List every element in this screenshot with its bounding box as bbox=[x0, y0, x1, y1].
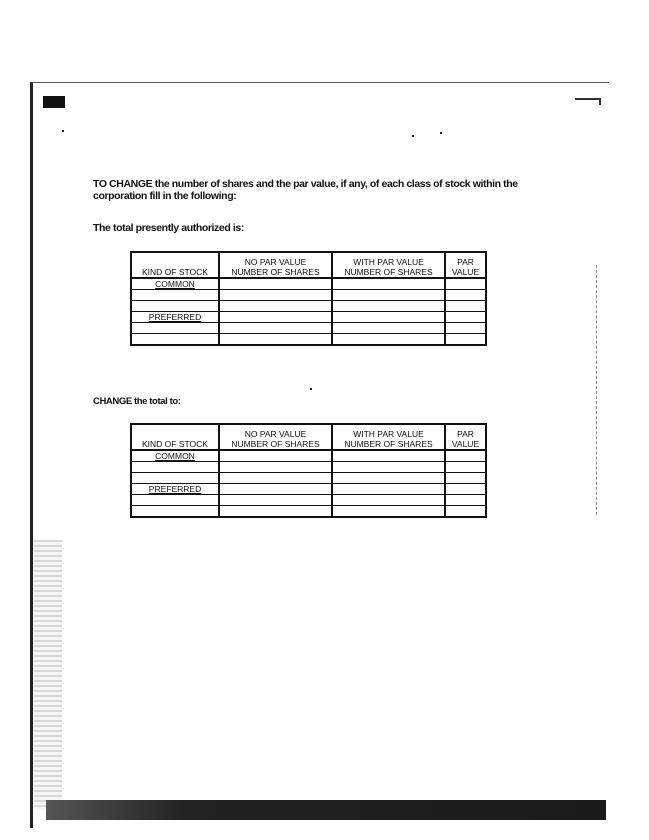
scan-corner-mark bbox=[43, 96, 65, 108]
blank-par-field[interactable] bbox=[445, 506, 486, 518]
header-par-value bbox=[445, 424, 486, 450]
table-row bbox=[131, 450, 486, 462]
header-par-line1: PAR bbox=[457, 429, 474, 439]
preferred-par-value-field[interactable] bbox=[445, 312, 486, 323]
header-no-par-value bbox=[219, 424, 332, 450]
table-row bbox=[131, 334, 486, 346]
header-no-par-line2: NUMBER OF SHARES bbox=[231, 267, 320, 277]
blank-no-par-field[interactable] bbox=[219, 301, 332, 312]
preferred-no-par-shares-field[interactable] bbox=[219, 312, 332, 323]
blank-with-par-field[interactable] bbox=[332, 473, 445, 484]
table-row bbox=[131, 506, 486, 518]
header-with-par-value bbox=[332, 252, 445, 278]
scan-corner-mark-right bbox=[575, 98, 601, 105]
blank-cell bbox=[131, 473, 219, 484]
blank-cell bbox=[131, 301, 219, 312]
header-with-par-value bbox=[332, 424, 445, 450]
blank-par-field[interactable] bbox=[445, 323, 486, 334]
scan-speck bbox=[62, 130, 64, 132]
authorized-stock-table bbox=[130, 251, 487, 346]
preferred-par-value-field[interactable] bbox=[445, 484, 486, 495]
common-with-par-shares-field[interactable] bbox=[332, 278, 445, 290]
header-no-par-line1: NO PAR VALUE bbox=[244, 429, 307, 439]
header-kind-label: KIND OF STOCK bbox=[142, 439, 208, 449]
header-no-par-line1: NO PAR VALUE bbox=[244, 257, 307, 267]
blank-cell bbox=[131, 334, 219, 346]
table-row bbox=[131, 278, 486, 290]
table-row bbox=[131, 323, 486, 334]
blank-par-field[interactable] bbox=[445, 290, 486, 301]
table-row bbox=[131, 495, 486, 506]
blank-with-par-field[interactable] bbox=[332, 495, 445, 506]
blank-cell bbox=[131, 323, 219, 334]
row-label-common: COMMON bbox=[131, 278, 219, 290]
header-no-par-value bbox=[219, 252, 332, 278]
blank-no-par-field[interactable] bbox=[219, 334, 332, 346]
header-par-line2: VALUE bbox=[451, 439, 480, 449]
blank-with-par-field[interactable] bbox=[332, 506, 445, 518]
row-label-preferred: PREFERRED bbox=[131, 484, 219, 495]
scan-speck bbox=[440, 132, 442, 134]
header-kind-of-stock bbox=[131, 252, 219, 278]
blank-par-field[interactable] bbox=[445, 473, 486, 484]
section-heading-authorized: The total presently authorized is: bbox=[93, 222, 244, 234]
header-with-par-line1: WITH PAR VALUE bbox=[353, 257, 424, 267]
blank-cell bbox=[131, 290, 219, 301]
header-no-par-line2: NUMBER OF SHARES bbox=[231, 439, 320, 449]
blank-no-par-field[interactable] bbox=[219, 290, 332, 301]
common-with-par-shares-field[interactable] bbox=[332, 450, 445, 462]
header-kind-of-stock bbox=[131, 424, 219, 450]
table-row bbox=[131, 290, 486, 301]
header-with-par-line1: WITH PAR VALUE bbox=[353, 429, 424, 439]
header-with-par-line2: NUMBER OF SHARES bbox=[344, 439, 433, 449]
scan-speck bbox=[412, 135, 414, 137]
header-par-line1: PAR bbox=[457, 257, 474, 267]
preferred-with-par-shares-field[interactable] bbox=[332, 484, 445, 495]
scan-edge bbox=[596, 265, 599, 515]
table-row bbox=[131, 301, 486, 312]
blank-with-par-field[interactable] bbox=[332, 462, 445, 473]
blank-no-par-field[interactable] bbox=[219, 462, 332, 473]
preferred-with-par-shares-field[interactable] bbox=[332, 312, 445, 323]
blank-no-par-field[interactable] bbox=[219, 506, 332, 518]
blank-par-field[interactable] bbox=[445, 301, 486, 312]
blank-with-par-field[interactable] bbox=[332, 334, 445, 346]
row-label-preferred: PREFERRED bbox=[131, 312, 219, 323]
blank-with-par-field[interactable] bbox=[332, 290, 445, 301]
blank-par-field[interactable] bbox=[445, 462, 486, 473]
common-no-par-shares-field[interactable] bbox=[219, 450, 332, 462]
blank-cell bbox=[131, 462, 219, 473]
blank-no-par-field[interactable] bbox=[219, 473, 332, 484]
header-with-par-line2: NUMBER OF SHARES bbox=[344, 267, 433, 277]
blank-no-par-field[interactable] bbox=[219, 495, 332, 506]
blank-par-field[interactable] bbox=[445, 495, 486, 506]
scan-bottom-bar bbox=[46, 800, 606, 820]
blank-cell bbox=[131, 495, 219, 506]
blank-par-field[interactable] bbox=[445, 334, 486, 346]
table-row bbox=[131, 462, 486, 473]
blank-with-par-field[interactable] bbox=[332, 301, 445, 312]
scan-speck bbox=[310, 388, 312, 390]
header-kind-label: KIND OF STOCK bbox=[142, 267, 208, 277]
changed-stock-table bbox=[130, 423, 487, 518]
section-heading-change: CHANGE the total to: bbox=[93, 396, 181, 407]
common-par-value-field[interactable] bbox=[445, 278, 486, 290]
row-label-common: COMMON bbox=[131, 450, 219, 462]
common-no-par-shares-field[interactable] bbox=[219, 278, 332, 290]
table-row bbox=[131, 484, 486, 495]
intro-instructions: TO CHANGE the number of shares and the par value, if any, of each class of stock within the corporation fill in the following: bbox=[93, 178, 518, 202]
header-par-value bbox=[445, 252, 486, 278]
preferred-no-par-shares-field[interactable] bbox=[219, 484, 332, 495]
table-row bbox=[131, 473, 486, 484]
blank-with-par-field[interactable] bbox=[332, 323, 445, 334]
scan-shadow bbox=[34, 540, 62, 810]
blank-cell bbox=[131, 506, 219, 518]
common-par-value-field[interactable] bbox=[445, 450, 486, 462]
blank-no-par-field[interactable] bbox=[219, 323, 332, 334]
header-par-line2: VALUE bbox=[451, 267, 480, 277]
table-row bbox=[131, 312, 486, 323]
